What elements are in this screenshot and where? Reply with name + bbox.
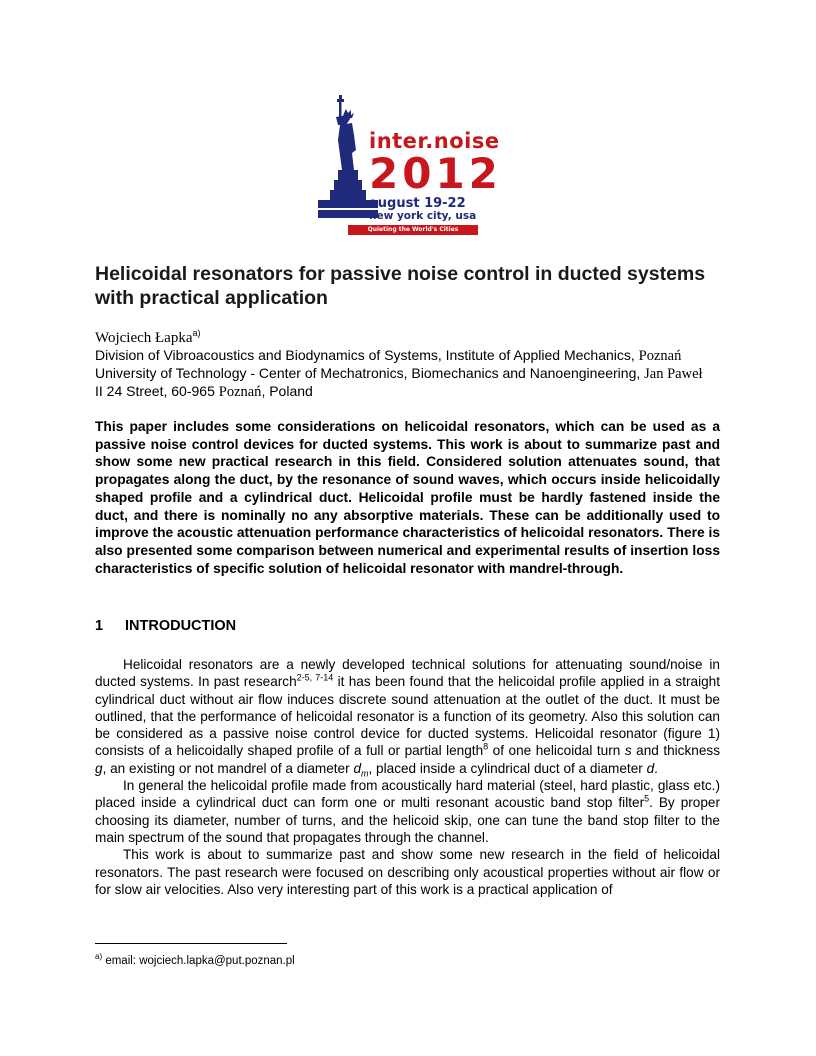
logo-city: new york city, usa [369, 210, 477, 222]
author-name: Wojciech Łapka [95, 330, 193, 346]
logo-tagline: Quieting the World's Cities [348, 225, 478, 235]
logo-year: 2012 [369, 149, 502, 198]
paragraph-2: In general the helicoidal profile made from acoustically hard material (steel, hard plastic, glass etc.) placed inside a cylindrical duct can form one or multi resonant acoustic band stop filter$^5$. By proper choosing its diameter, number of turns, and the helicoid skip, one can tune the band stop filter to the main spectrum of the sound that propagates through the channel. [95, 778, 720, 845]
logo-dates: august 19-22 [369, 196, 466, 211]
author-block [95, 325, 730, 401]
paper-title: Helicoidal resonators for passive noise control in ducted systems with practical application [95, 263, 706, 309]
paragraph-3: This work is about to summarize past and show some new research in the field of helicoidal resonators. The past research were focused on describing only acoustical properties without air flow or for slow air velocities. Also very interesting part of this work is a practical application of [95, 847, 720, 897]
section-number: 1 [95, 618, 104, 634]
author-line [95, 325, 730, 347]
section-heading [95, 618, 236, 634]
footnote-divider [95, 943, 287, 944]
section-title: INTRODUCTION [125, 618, 237, 634]
footnote [95, 952, 295, 967]
footnote-text: email: wojciech.lapka@put.poznan.pl [102, 954, 295, 967]
affiliation: Division of Vibroacoustics and Biodynamics of Systems, Institute of Applied Mechanics, Poznań University of Technology - Center of Mechatronics, Biomechanics and Nanoengineering, Jan Paweł II 24 Street, 60-965 Poznań, Poland [95, 347, 703, 400]
body-text [95, 656, 720, 898]
conference-logo [318, 95, 508, 245]
abstract: This paper includes some considerations on helicoidal resonators, which can be used as a passive noise control devices for ducted systems. This work is about to summarize past and show some new practical research in this field. Considered solution attenuates sound, that propagates along the duct, by the resonance of sound waves, which occurs inside helicoidally shaped profile and a cylindrical duct. Helicoidal profile must be hardly fastened inside the duct, and there is nominally no any absorptive materials. These can be additionally used to improve the acoustic attenuation performance characteristics of helicoidal resonators. There is also presented some comparison between numerical and experimental results of insertion loss characteristics of specific solution of helicoidal resonator with mandrel-through. [95, 419, 720, 576]
paragraph-1: Helicoidal resonators are a newly developed technical solutions for attenuating sound/noise in ducted systems. In past research$^{2-5, 7-14}$ it has been found that the helicoidal profile applied in a straight cylindrical duct without air flow induces discrete sound attenuation at the outlet of the duct. It must be outlined, that the performance of helicoidal resonator is a function of its geometry. Also this solution can be considered as a passive noise control device for ducted systems. Helicoidal resonator (figure 1) consists of a helicoidally shaped profile of a full or partial length$^8$ of one helicoidal turn s and thickness g, an existing or not mandrel of a diameter $d_m$, placed inside a cylindrical duct of a diameter d. [95, 657, 720, 779]
logo-brand: inter.noise [369, 129, 500, 153]
footnote-marker: a) [95, 952, 103, 961]
author-marker: a) [192, 328, 201, 338]
